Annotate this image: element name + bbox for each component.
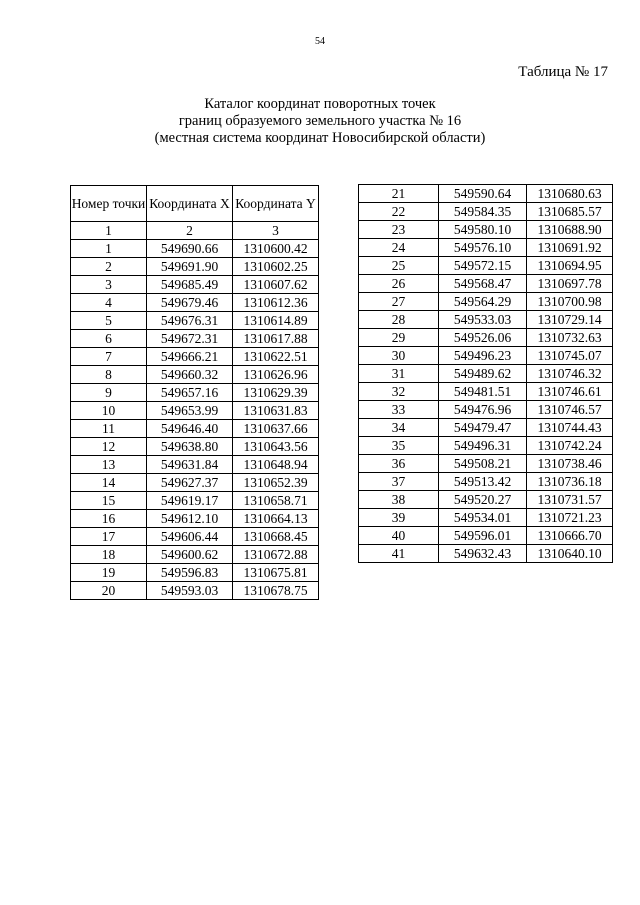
coordinate-x-cell: 549590.64 bbox=[439, 185, 527, 203]
point-number-cell: 27 bbox=[359, 293, 439, 311]
coordinate-y-cell: 1310746.61 bbox=[527, 383, 613, 401]
point-number-cell: 15 bbox=[71, 492, 147, 510]
coordinate-y-cell: 1310622.51 bbox=[233, 348, 319, 366]
coordinate-y-cell: 1310629.39 bbox=[233, 384, 319, 402]
point-number-cell: 5 bbox=[71, 312, 147, 330]
coordinate-x-cell: 549534.01 bbox=[439, 509, 527, 527]
coordinate-y-cell: 1310732.63 bbox=[527, 329, 613, 347]
point-number-cell: 35 bbox=[359, 437, 439, 455]
table-row bbox=[359, 545, 613, 563]
coordinate-y-cell: 1310652.39 bbox=[233, 474, 319, 492]
coordinate-y-cell: 1310626.96 bbox=[233, 366, 319, 384]
point-number-cell: 6 bbox=[71, 330, 147, 348]
table-row bbox=[71, 510, 319, 528]
coordinate-x-cell: 549685.49 bbox=[147, 276, 233, 294]
table-row bbox=[359, 509, 613, 527]
table-row bbox=[71, 384, 319, 402]
point-number-cell: 29 bbox=[359, 329, 439, 347]
coordinate-y-cell: 1310694.95 bbox=[527, 257, 613, 275]
point-number-cell: 12 bbox=[71, 438, 147, 456]
table-row bbox=[71, 348, 319, 366]
coordinate-y-cell: 1310631.83 bbox=[233, 402, 319, 420]
title-line-2: границ образуемого земельного участка № 16 bbox=[178, 113, 462, 129]
point-number-cell: 19 bbox=[71, 564, 147, 582]
coordinate-x-cell: 549572.15 bbox=[439, 257, 527, 275]
table-row bbox=[359, 185, 613, 203]
coordinate-y-cell: 1310678.75 bbox=[233, 582, 319, 600]
coordinate-x-cell: 549533.03 bbox=[439, 311, 527, 329]
coordinate-x-cell: 549653.99 bbox=[147, 402, 233, 420]
coordinate-y-cell: 1310617.88 bbox=[233, 330, 319, 348]
coordinate-y-cell: 1310697.78 bbox=[527, 275, 613, 293]
point-number-cell: 26 bbox=[359, 275, 439, 293]
column-number-1: 1 bbox=[71, 222, 147, 240]
title-line-1: Каталог координат поворотных точек bbox=[204, 96, 436, 112]
coordinate-x-cell: 549584.35 bbox=[439, 203, 527, 221]
coordinate-y-cell: 1310666.70 bbox=[527, 527, 613, 545]
table-row bbox=[359, 329, 613, 347]
coordinate-y-cell: 1310688.90 bbox=[527, 221, 613, 239]
point-number-cell: 25 bbox=[359, 257, 439, 275]
coordinate-x-cell: 549606.44 bbox=[147, 528, 233, 546]
coordinate-x-cell: 549580.10 bbox=[439, 221, 527, 239]
point-number-cell: 41 bbox=[359, 545, 439, 563]
header-coordinate-x: Координата X bbox=[147, 186, 233, 222]
point-number-cell: 22 bbox=[359, 203, 439, 221]
table-row bbox=[71, 456, 319, 474]
point-number-cell: 14 bbox=[71, 474, 147, 492]
table-row bbox=[359, 491, 613, 509]
table-row bbox=[71, 402, 319, 420]
point-number-cell: 20 bbox=[71, 582, 147, 600]
coordinate-x-cell: 549612.10 bbox=[147, 510, 233, 528]
table-row bbox=[359, 347, 613, 365]
point-number-cell: 21 bbox=[359, 185, 439, 203]
coordinate-x-cell: 549660.32 bbox=[147, 366, 233, 384]
table-label: Таблица № 17 bbox=[518, 64, 608, 80]
coordinate-x-cell: 549593.03 bbox=[147, 582, 233, 600]
coordinate-y-cell: 1310731.57 bbox=[527, 491, 613, 509]
table-row bbox=[71, 474, 319, 492]
coordinate-x-cell: 549508.21 bbox=[439, 455, 527, 473]
point-number-cell: 40 bbox=[359, 527, 439, 545]
coordinate-y-cell: 1310675.81 bbox=[233, 564, 319, 582]
point-number-cell: 11 bbox=[71, 420, 147, 438]
table-row bbox=[71, 294, 319, 312]
coordinate-y-cell: 1310668.45 bbox=[233, 528, 319, 546]
coordinate-x-cell: 549476.96 bbox=[439, 401, 527, 419]
coordinate-y-cell: 1310729.14 bbox=[527, 311, 613, 329]
coordinate-x-cell: 549646.40 bbox=[147, 420, 233, 438]
table-row bbox=[71, 546, 319, 564]
point-number-cell: 16 bbox=[71, 510, 147, 528]
coordinate-y-cell: 1310721.23 bbox=[527, 509, 613, 527]
coordinate-x-cell: 549632.43 bbox=[439, 545, 527, 563]
point-number-cell: 4 bbox=[71, 294, 147, 312]
coordinate-x-cell: 549481.51 bbox=[439, 383, 527, 401]
coordinate-x-cell: 549568.47 bbox=[439, 275, 527, 293]
point-number-cell: 34 bbox=[359, 419, 439, 437]
coordinate-y-cell: 1310685.57 bbox=[527, 203, 613, 221]
point-number-cell: 24 bbox=[359, 239, 439, 257]
coordinate-y-cell: 1310736.18 bbox=[527, 473, 613, 491]
table-row bbox=[71, 240, 319, 258]
coordinate-x-cell: 549676.31 bbox=[147, 312, 233, 330]
table-row bbox=[71, 312, 319, 330]
coordinate-x-cell: 549600.62 bbox=[147, 546, 233, 564]
header-row bbox=[71, 186, 319, 222]
table-row bbox=[71, 330, 319, 348]
table-row bbox=[359, 221, 613, 239]
header-point-number: Номер точки bbox=[71, 186, 147, 222]
table-row bbox=[71, 438, 319, 456]
coordinates-table-left bbox=[70, 185, 319, 600]
point-number-cell: 32 bbox=[359, 383, 439, 401]
point-number-cell: 8 bbox=[71, 366, 147, 384]
table-row bbox=[71, 276, 319, 294]
coordinate-x-cell: 549564.29 bbox=[439, 293, 527, 311]
point-number-cell: 10 bbox=[71, 402, 147, 420]
point-number-cell: 23 bbox=[359, 221, 439, 239]
table-row bbox=[359, 437, 613, 455]
column-number-2: 2 bbox=[147, 222, 233, 240]
coordinate-y-cell: 1310746.57 bbox=[527, 401, 613, 419]
table-row bbox=[359, 365, 613, 383]
coordinate-x-cell: 549619.17 bbox=[147, 492, 233, 510]
table-row bbox=[359, 401, 613, 419]
coordinate-y-cell: 1310745.07 bbox=[527, 347, 613, 365]
coordinate-y-cell: 1310643.56 bbox=[233, 438, 319, 456]
document-title bbox=[0, 96, 640, 147]
coordinate-y-cell: 1310648.94 bbox=[233, 456, 319, 474]
coordinate-x-cell: 549596.01 bbox=[439, 527, 527, 545]
coordinate-y-cell: 1310607.62 bbox=[233, 276, 319, 294]
coordinate-x-cell: 549631.84 bbox=[147, 456, 233, 474]
header-coordinate-y: Координата Y bbox=[233, 186, 319, 222]
point-number-cell: 30 bbox=[359, 347, 439, 365]
table-row bbox=[359, 275, 613, 293]
coordinate-x-cell: 549596.83 bbox=[147, 564, 233, 582]
table-row bbox=[359, 257, 613, 275]
coordinate-x-cell: 549666.21 bbox=[147, 348, 233, 366]
point-number-cell: 1 bbox=[71, 240, 147, 258]
coordinate-y-cell: 1310637.66 bbox=[233, 420, 319, 438]
point-number-cell: 38 bbox=[359, 491, 439, 509]
point-number-cell: 31 bbox=[359, 365, 439, 383]
coordinate-y-cell: 1310664.13 bbox=[233, 510, 319, 528]
table-row bbox=[71, 492, 319, 510]
coordinate-x-cell: 549576.10 bbox=[439, 239, 527, 257]
coordinate-x-cell: 549520.27 bbox=[439, 491, 527, 509]
coordinate-x-cell: 549479.47 bbox=[439, 419, 527, 437]
table-row bbox=[359, 473, 613, 491]
table-row bbox=[359, 293, 613, 311]
title-line-3: (местная система координат Новосибирской области) bbox=[154, 130, 486, 146]
coordinate-y-cell: 1310614.89 bbox=[233, 312, 319, 330]
point-number-cell: 17 bbox=[71, 528, 147, 546]
table-row bbox=[359, 239, 613, 257]
table-row bbox=[359, 383, 613, 401]
coordinate-y-cell: 1310600.42 bbox=[233, 240, 319, 258]
point-number-cell: 7 bbox=[71, 348, 147, 366]
coordinate-y-cell: 1310612.36 bbox=[233, 294, 319, 312]
coordinate-x-cell: 549496.23 bbox=[439, 347, 527, 365]
coordinate-y-cell: 1310700.98 bbox=[527, 293, 613, 311]
column-number-3: 3 bbox=[233, 222, 319, 240]
coordinate-x-cell: 549679.46 bbox=[147, 294, 233, 312]
point-number-cell: 37 bbox=[359, 473, 439, 491]
coordinate-y-cell: 1310742.24 bbox=[527, 437, 613, 455]
table-row bbox=[71, 366, 319, 384]
table-row bbox=[71, 564, 319, 582]
page-number: 54 bbox=[315, 36, 325, 47]
coordinate-x-cell: 549489.62 bbox=[439, 365, 527, 383]
coordinate-x-cell: 549627.37 bbox=[147, 474, 233, 492]
column-number-row bbox=[71, 222, 319, 240]
coordinate-y-cell: 1310672.88 bbox=[233, 546, 319, 564]
coordinate-y-cell: 1310746.32 bbox=[527, 365, 613, 383]
point-number-cell: 3 bbox=[71, 276, 147, 294]
coordinate-x-cell: 549691.90 bbox=[147, 258, 233, 276]
table-row bbox=[359, 311, 613, 329]
coordinate-x-cell: 549638.80 bbox=[147, 438, 233, 456]
coordinate-x-cell: 549657.16 bbox=[147, 384, 233, 402]
point-number-cell: 36 bbox=[359, 455, 439, 473]
coordinate-x-cell: 549690.66 bbox=[147, 240, 233, 258]
coordinate-y-cell: 1310691.92 bbox=[527, 239, 613, 257]
table-row bbox=[71, 258, 319, 276]
point-number-cell: 13 bbox=[71, 456, 147, 474]
coordinate-y-cell: 1310640.10 bbox=[527, 545, 613, 563]
coordinate-y-cell: 1310680.63 bbox=[527, 185, 613, 203]
table-row bbox=[71, 528, 319, 546]
coordinate-x-cell: 549672.31 bbox=[147, 330, 233, 348]
coordinate-y-cell: 1310602.25 bbox=[233, 258, 319, 276]
table-row bbox=[359, 419, 613, 437]
coordinate-y-cell: 1310658.71 bbox=[233, 492, 319, 510]
coordinate-y-cell: 1310738.46 bbox=[527, 455, 613, 473]
coordinate-y-cell: 1310744.43 bbox=[527, 419, 613, 437]
coordinates-table-right bbox=[358, 184, 613, 563]
coordinate-x-cell: 549513.42 bbox=[439, 473, 527, 491]
coordinate-x-cell: 549526.06 bbox=[439, 329, 527, 347]
table-row bbox=[359, 455, 613, 473]
point-number-cell: 9 bbox=[71, 384, 147, 402]
table-row bbox=[71, 582, 319, 600]
point-number-cell: 18 bbox=[71, 546, 147, 564]
table-row bbox=[359, 527, 613, 545]
table-row bbox=[71, 420, 319, 438]
point-number-cell: 28 bbox=[359, 311, 439, 329]
point-number-cell: 39 bbox=[359, 509, 439, 527]
coordinate-x-cell: 549496.31 bbox=[439, 437, 527, 455]
table-row bbox=[359, 203, 613, 221]
point-number-cell: 2 bbox=[71, 258, 147, 276]
point-number-cell: 33 bbox=[359, 401, 439, 419]
